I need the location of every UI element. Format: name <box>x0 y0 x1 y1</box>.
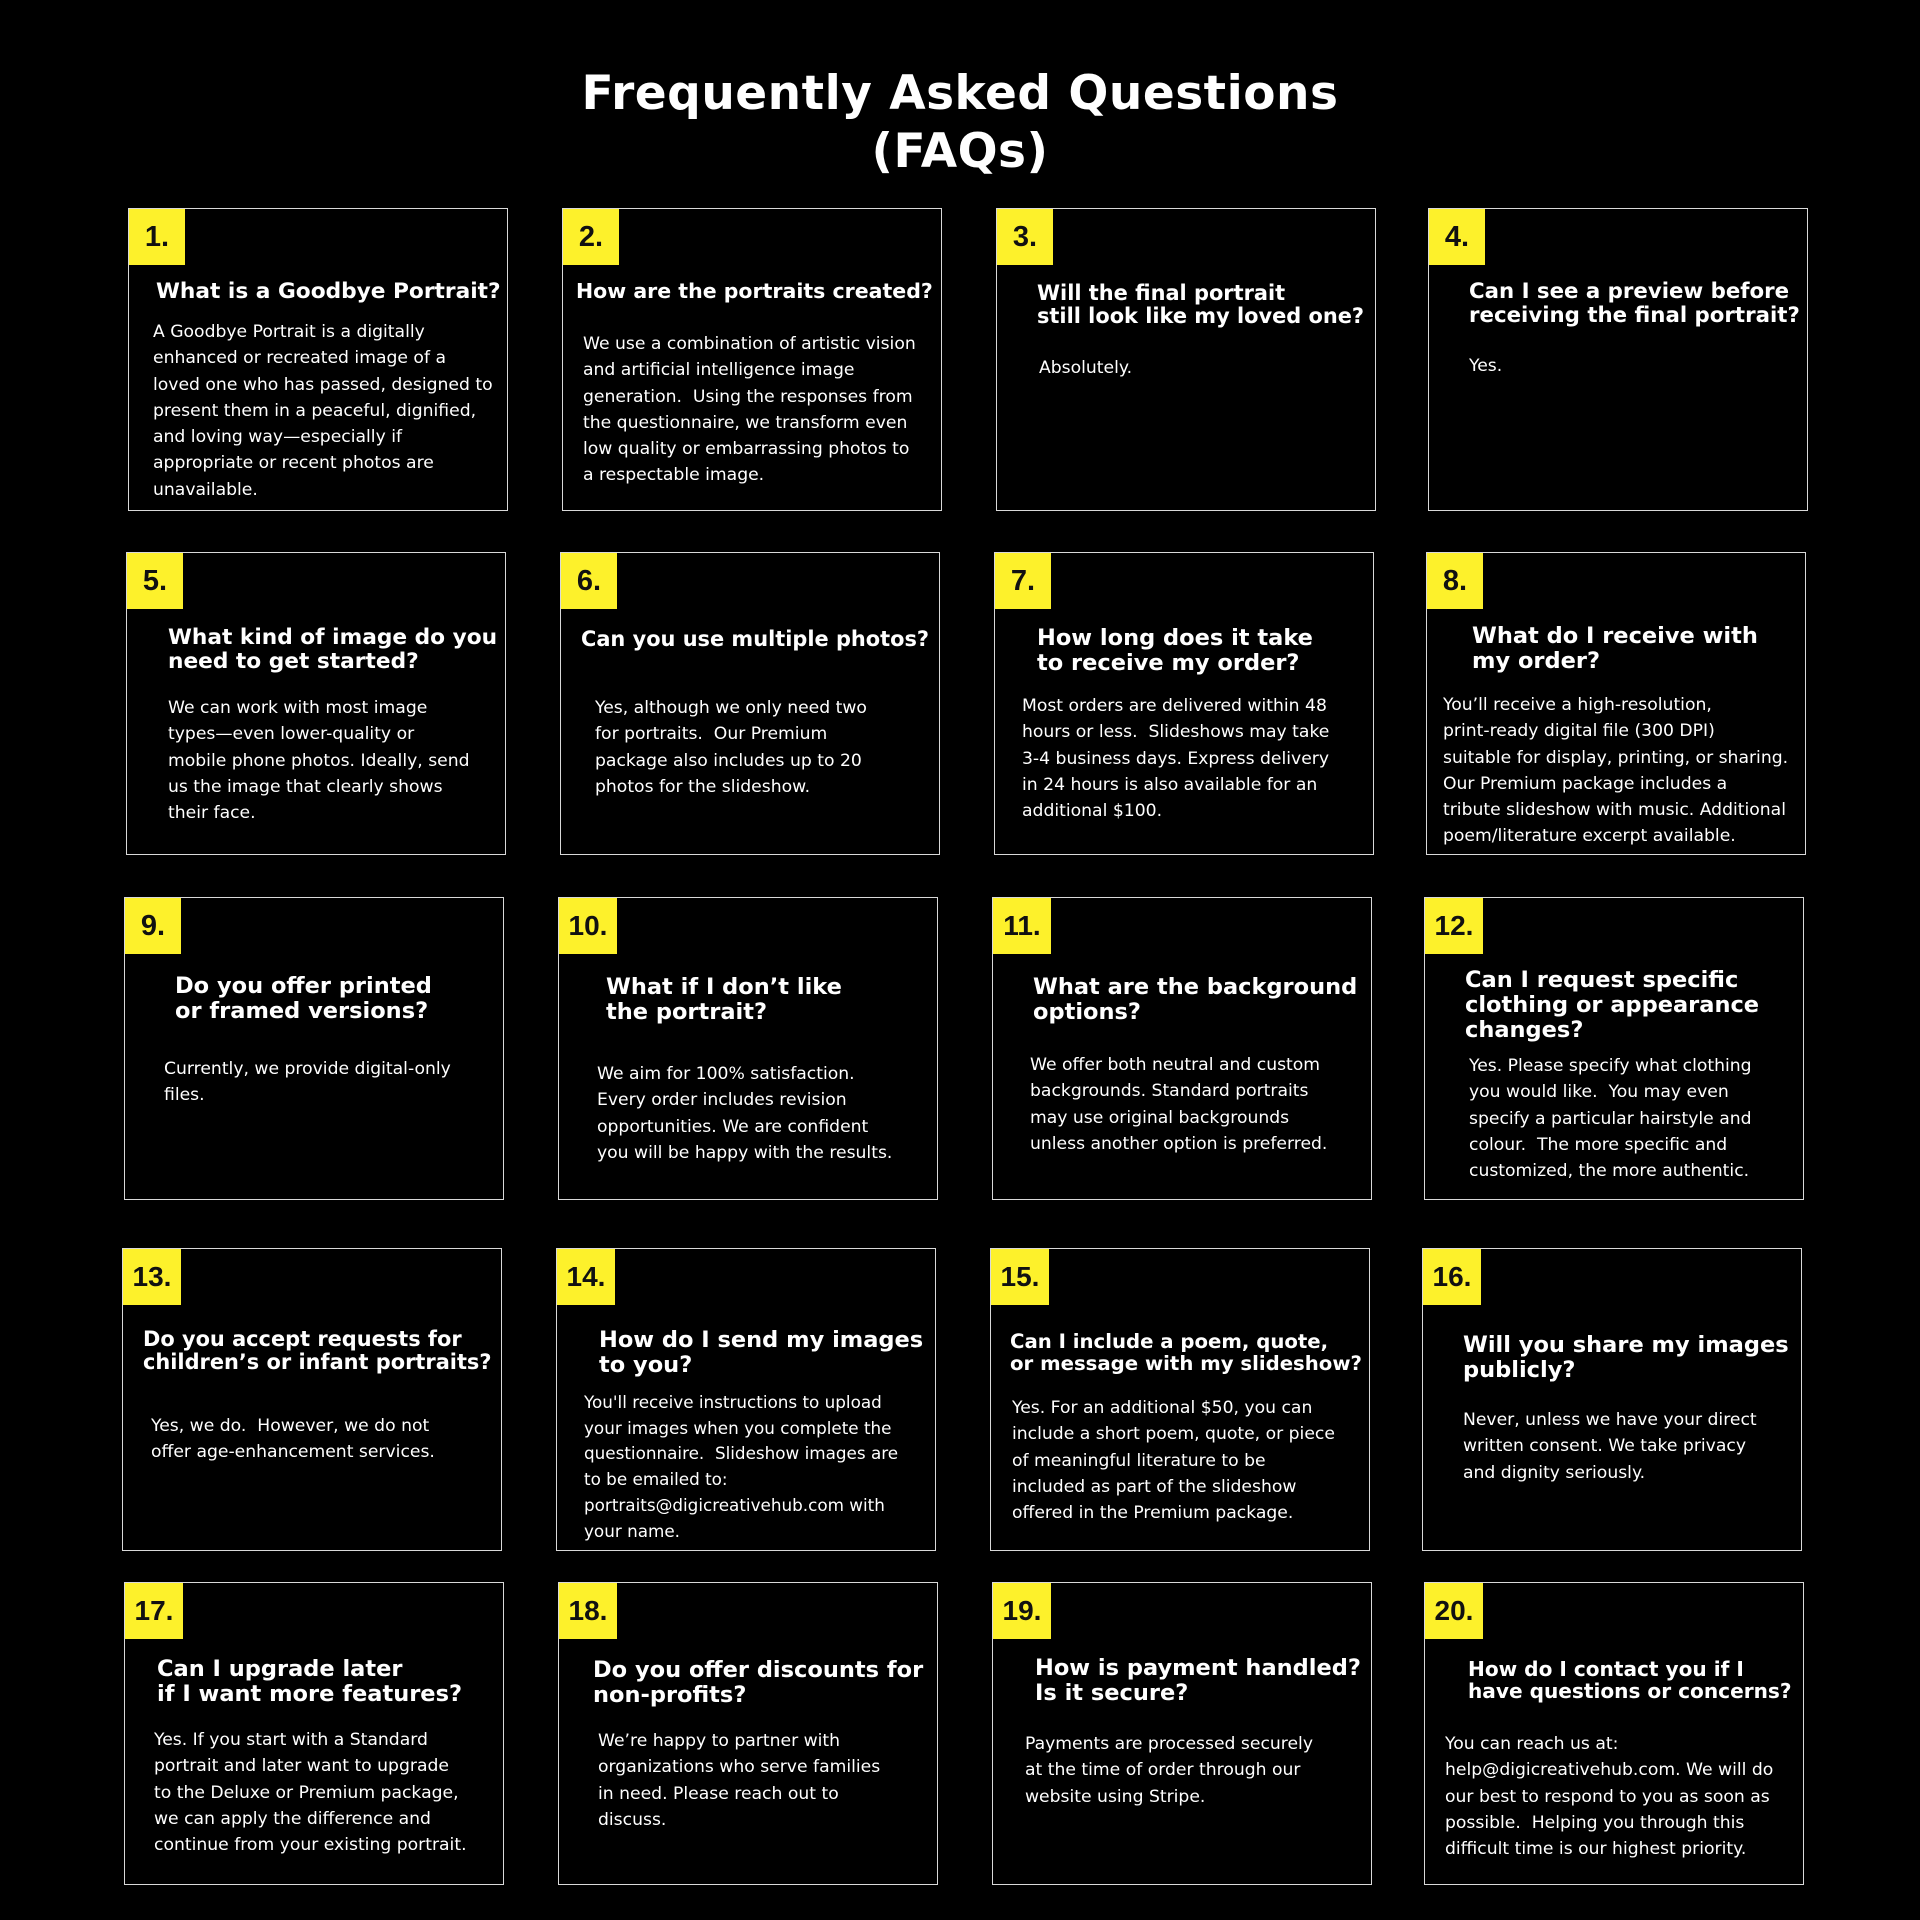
faq-card-1 <box>128 208 508 511</box>
faq-answer: We aim for 100% satisfaction. Every order includes revision opportunities. We are confident you will be happy with the results. <box>597 1064 893 1163</box>
faq-card-7 <box>994 552 1374 855</box>
faq-number-badge: 14. <box>557 1249 615 1305</box>
faq-card-8 <box>1426 552 1806 855</box>
faq-card-6 <box>560 552 940 855</box>
faq-question: Do you offer discounts for non-profits? <box>593 1657 924 1708</box>
faq-number-badge: 7. <box>995 553 1051 609</box>
faq-number-badge: 9. <box>125 898 181 954</box>
faq-answer: Most orders are delivered within 48 hours or less. Slideshows may take 3-4 business days. Express delivery in 24 hours is also available for an additional $100. <box>1022 696 1330 822</box>
faq-number-badge: 11. <box>993 898 1051 954</box>
faq-number-badge: 4. <box>1429 209 1485 265</box>
faq-question: How is payment handled? Is it secure? <box>1035 1655 1361 1706</box>
faq-question: How do I contact you if I have questions or concerns? <box>1468 1657 1792 1704</box>
faq-number-badge: 8. <box>1427 553 1483 609</box>
faq-card-13 <box>122 1248 502 1551</box>
faq-question: What kind of image do you need to get started? <box>168 625 498 675</box>
faq-question: Can I request specific clothing or appearance changes? <box>1465 967 1760 1043</box>
faq-answer: Never, unless we have your direct written consent. We take privacy and dignity seriously. <box>1463 1410 1757 1483</box>
faq-number-badge: 3. <box>997 209 1053 265</box>
faq-number-badge: 16. <box>1423 1249 1481 1305</box>
faq-number-badge: 13. <box>123 1249 181 1305</box>
faq-answer: A Goodbye Portrait is a digitally enhanced or recreated image of a loved one who has passed, designed to present them in a peaceful, dignified, and loving way—especially if appropriate or recent photos are unavailable. <box>153 322 493 500</box>
faq-question: Will the final portrait still look like my loved one? <box>1037 281 1364 329</box>
faq-question: Will you share my images publicly? <box>1463 1332 1789 1383</box>
faq-number-badge: 10. <box>559 898 617 954</box>
faq-number-badge: 2. <box>563 209 619 265</box>
faq-number-badge: 17. <box>125 1583 183 1639</box>
faq-answer: Yes. For an additional $50, you can include a short poem, quote, or piece of meaningful literature to be included as part of the slideshow offered in the Premium package. <box>1012 1398 1335 1524</box>
faq-number-badge: 1. <box>129 209 185 265</box>
faq-answer: We offer both neutral and custom backgrounds. Standard portraits may use original backgrounds unless another option is preferred. <box>1030 1055 1328 1154</box>
faq-answer: You'll receive instructions to upload your images when you complete the questionnaire. Slideshow images are to be emailed to: portraits@digicreativehub.com with your name. <box>584 1392 899 1541</box>
faq-question: How do I send my images to you? <box>599 1327 924 1378</box>
faq-question: Can I upgrade later if I want more features? <box>157 1656 463 1707</box>
faq-answer: Absolutely. <box>1039 358 1133 378</box>
faq-number-badge: 19. <box>993 1583 1051 1639</box>
faq-card-14 <box>556 1248 936 1551</box>
faq-question: How are the portraits created? <box>576 279 933 303</box>
faq-question: Do you offer printed or framed versions? <box>175 973 432 1024</box>
faq-answer: Currently, we provide digital-only files. <box>164 1059 451 1106</box>
page-title-line-2: (FAQs) <box>871 124 1049 180</box>
faq-number-badge: 18. <box>559 1583 617 1639</box>
faq-card-3 <box>996 208 1376 511</box>
faq-answer: Yes. Please specify what clothing you would like. You may even specify a particular hairstyle and colour. The more specific and customized, the more authentic. <box>1469 1056 1752 1182</box>
faq-question: Can you use multiple photos? <box>581 627 930 651</box>
faq-number-badge: 5. <box>127 553 183 609</box>
page-title <box>0 65 1920 181</box>
page-title-line-1: Frequently Asked Questions <box>581 66 1339 122</box>
faq-answer: Yes, we do. However, we do not offer age-enhancement services. <box>151 1416 435 1463</box>
faq-card-15 <box>990 1248 1370 1551</box>
faq-answer: We’re happy to partner with organizations who serve families in need. Please reach out to discuss. <box>598 1731 881 1830</box>
faq-card-4 <box>1428 208 1808 511</box>
faq-answer: Payments are processed securely at the time of order through our website using Stripe. <box>1025 1734 1313 1807</box>
faq-question: Can I see a preview before receiving the final portrait? <box>1469 279 1800 328</box>
faq-answer: We can work with most image types—even lower-quality or mobile phone photos. Ideally, send us the image that clearly shows their face. <box>168 698 470 824</box>
faq-card-19 <box>992 1582 1372 1885</box>
faq-card-20 <box>1424 1582 1804 1885</box>
faq-card-18 <box>558 1582 938 1885</box>
faq-question: What are the background options? <box>1033 974 1358 1025</box>
faq-card-16 <box>1422 1248 1802 1551</box>
faq-card-12 <box>1424 897 1804 1200</box>
faq-number-badge: 20. <box>1425 1583 1483 1639</box>
faq-card-2 <box>562 208 942 511</box>
faq-card-17 <box>124 1582 504 1885</box>
faq-number-badge: 15. <box>991 1249 1049 1305</box>
faq-question: What is a Goodbye Portrait? <box>156 279 501 304</box>
faq-card-5 <box>126 552 506 855</box>
faq-question: Can I include a poem, quote, or message with my slideshow? <box>1010 1330 1362 1375</box>
faq-question: How long does it take to receive my order? <box>1037 625 1313 676</box>
faq-question: What if I don’t like the portrait? <box>606 974 842 1025</box>
faq-answer: You’ll receive a high-resolution, print-ready digital file (300 DPI) suitable for display, printing, or sharing. Our Premium package includes a tribute slideshow with music. Additional poem/literature excerpt available. <box>1443 695 1789 847</box>
faq-card-11 <box>992 897 1372 1200</box>
faq-answer: We use a combination of artistic vision and artificial intelligence image generation. Using the responses from the questionnaire, we transform even low quality or embarrassing photos to a respectable image. <box>583 334 916 486</box>
faq-card-9 <box>124 897 504 1200</box>
faq-card-10 <box>558 897 938 1200</box>
faq-number-badge: 6. <box>561 553 617 609</box>
faq-answer: Yes, although we only need two for portraits. Our Premium package also includes up to 20 photos for the slideshow. <box>595 698 867 797</box>
faq-number-badge: 12. <box>1425 898 1483 954</box>
faq-question: What do I receive with my order? <box>1472 623 1758 674</box>
faq-answer: Yes. <box>1469 356 1503 376</box>
faq-answer: You can reach us at: help@digicreativehub.com. We will do our best to respond to you as soon as possible. Helping you through this difficult time is our highest priority. <box>1445 1734 1774 1860</box>
faq-answer: Yes. If you start with a Standard portrait and later want to upgrade to the Deluxe or Premium package, we can apply the difference and continue from your existing portrait. <box>154 1730 467 1856</box>
faq-question: Do you accept requests for children’s or infant portraits? <box>143 1327 492 1375</box>
